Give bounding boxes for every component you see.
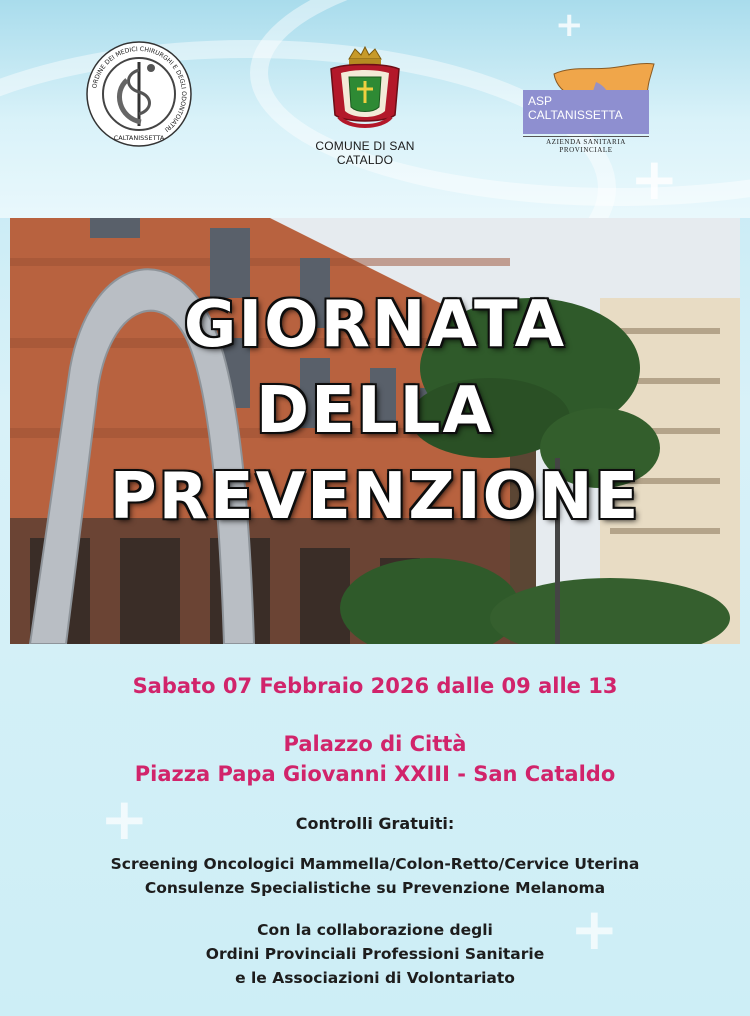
ordine-city: CALTANISSETTA [113,134,165,142]
comune-san-cataldo-logo [290,45,440,167]
service-melanoma: Consulenze Specialistiche su Prevenzione Melanoma [144,879,606,897]
headline-line-1: GIORNATA [183,288,567,362]
service-screening: Screening Oncologici Mammella/Colon-Retto/Cervice Uterina [110,855,640,873]
medical-cross-icon: + [570,895,619,963]
collaboration-orders: Ordini Provinciali Professioni Sanitarie [205,945,545,963]
venue-name: Palazzo di Città [283,732,467,756]
headline-line-2: DELLA [256,374,494,448]
coat-of-arms-icon [325,45,405,135]
venue-address: Piazza Papa Giovanni XXIII - San Cataldo [134,762,616,786]
asp-title: ASP CALTANISSETTA [528,94,623,122]
asp-caltanissetta-logo [520,60,660,154]
medical-cross-icon: + [555,5,584,45]
comune-label: COMUNE DI SAN CATALDO [315,139,415,167]
collaboration-associations: e le Associazioni di Volontariato [235,969,515,987]
services-heading: Controlli Gratuiti: [295,814,455,833]
event-headline [10,282,740,540]
ordine-medici-logo [85,40,193,148]
headline-line-3: PREVENZIONE [109,460,641,534]
asp-subtitle: AZIENDA SANITARIA PROVINCIALE [523,136,649,154]
medical-cross-icon: + [630,145,679,213]
collaboration-intro: Con la collaborazione degli [257,921,493,939]
medical-cross-icon: + [100,785,149,853]
ordine-ring-text: ORDINE DEI MEDICI CHIRURGHI E DEGLI ODONTOIATRI [91,45,188,133]
event-datetime: Sabato 07 Febbraio 2026 dalle 09 alle 13 [132,674,618,698]
header-band [0,0,750,218]
